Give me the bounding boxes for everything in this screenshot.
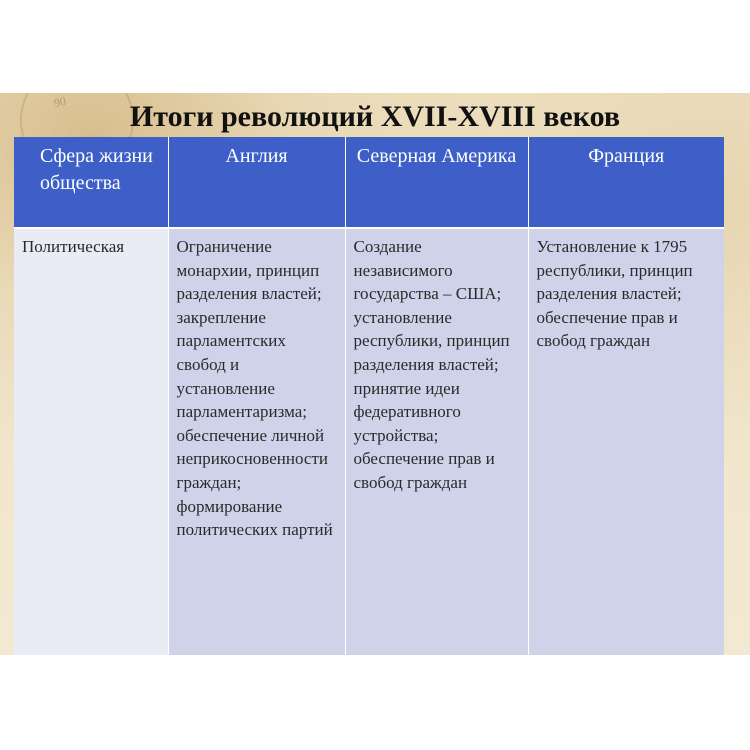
slide-title: Итоги революций XVII-XVIII веков: [129, 100, 621, 133]
results-table: [14, 137, 724, 655]
header-england: Англия: [168, 137, 345, 228]
cell-england: Ограничение монархии, принцип разделения властей; закрепление парламентских свобод и установление парламентаризма; обеспечение личной неприкосновенности граждан; формирование политических партий: [168, 228, 345, 655]
background-number: 90: [52, 93, 68, 111]
cell-france: Установление к 1795 республики, принцип разделения властей; обеспечение прав и свобод граждан: [528, 228, 724, 655]
cell-sphere: Политическая: [14, 228, 168, 655]
table-row: [14, 228, 724, 655]
header-north-america: Северная Америка: [345, 137, 528, 228]
slide: [0, 93, 750, 655]
header-france: Франция: [528, 137, 724, 228]
cell-north-america: Создание независимого государства – США; установление республики, принцип разделения властей; принятие идеи федеративного устройства; обеспечение прав и свобод граждан: [345, 228, 528, 655]
table-header-row: [14, 137, 724, 228]
header-sphere: Сфера жизни общества: [14, 137, 168, 228]
